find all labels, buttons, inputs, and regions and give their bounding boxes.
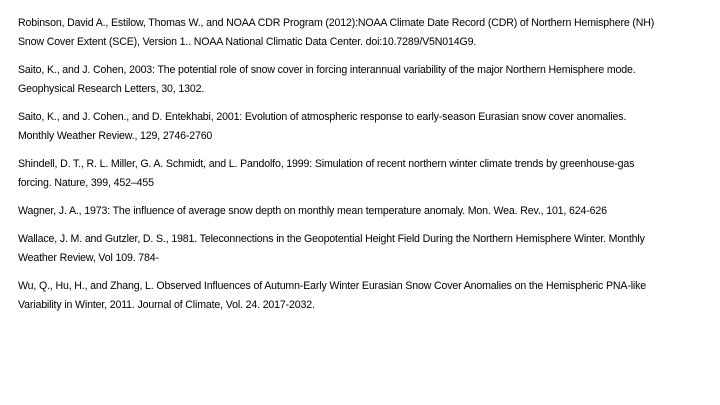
reference-wagner-1973 — [18, 202, 712, 221]
reference-saito-2003 — [18, 61, 712, 99]
reference-line: Wagner, J. A., 1973: The influence of average snow depth on monthly mean temperature anomaly. Mon. Wea. Rev., 101, 624-626 — [18, 205, 607, 217]
reference-line: Weather Review, Vol 109. 784- — [18, 252, 159, 264]
reference-shindell-1999 — [18, 155, 712, 193]
reference-list — [18, 14, 712, 324]
reference-line: Variability in Winter, 2011. Journal of Climate, Vol. 24. 2017-2032. — [18, 299, 315, 311]
reference-line: Saito, K., and J. Cohen., and D. Entekhabi, 2001: Evolution of atmospheric response to early-season Eurasian snow cover anomalies. — [18, 111, 627, 123]
reference-line: Snow Cover Extent (SCE), Version 1.. NOAA National Climatic Data Center. doi:10.7289/V5N014G9. — [18, 36, 477, 48]
reference-line: Wallace, J. M. and Gutzler, D. S., 1981. Teleconnections in the Geopotential Height Field During the Northern Hemisphere Winter. Monthly — [18, 233, 645, 245]
reference-line: Monthly Weather Review., 129, 2746-2760 — [18, 130, 213, 142]
reference-line: Geophysical Research Letters, 30, 1302. — [18, 83, 205, 95]
reference-line: Shindell, D. T., R. L. Miller, G. A. Schmidt, and L. Pandolfo, 1999: Simulation of recent northern winter climate trends by greenhouse-gas — [18, 158, 635, 170]
reference-wallace-1981 — [18, 230, 712, 268]
reference-saito-2001 — [18, 108, 712, 146]
reference-wu-2011 — [18, 277, 712, 315]
reference-robinson-2012 — [18, 14, 712, 52]
reference-line: forcing. Nature, 399, 452–455 — [18, 177, 154, 189]
reference-line: Robinson, David A., Estilow, Thomas W., and NOAA CDR Program (2012):NOAA Climate Date Record (CDR) of Northern Hemisphere (NH) — [18, 17, 655, 29]
reference-line: Wu, Q., Hu, H., and Zhang, L. Observed Influences of Autumn-Early Winter Eurasian Snow Cover Anomalies on the Hemispheric PNA-like — [18, 280, 646, 292]
reference-line: Saito, K., and J. Cohen, 2003: The potential role of snow cover in forcing interannual variability of the major Northern Hemisphere mode. — [18, 64, 636, 76]
